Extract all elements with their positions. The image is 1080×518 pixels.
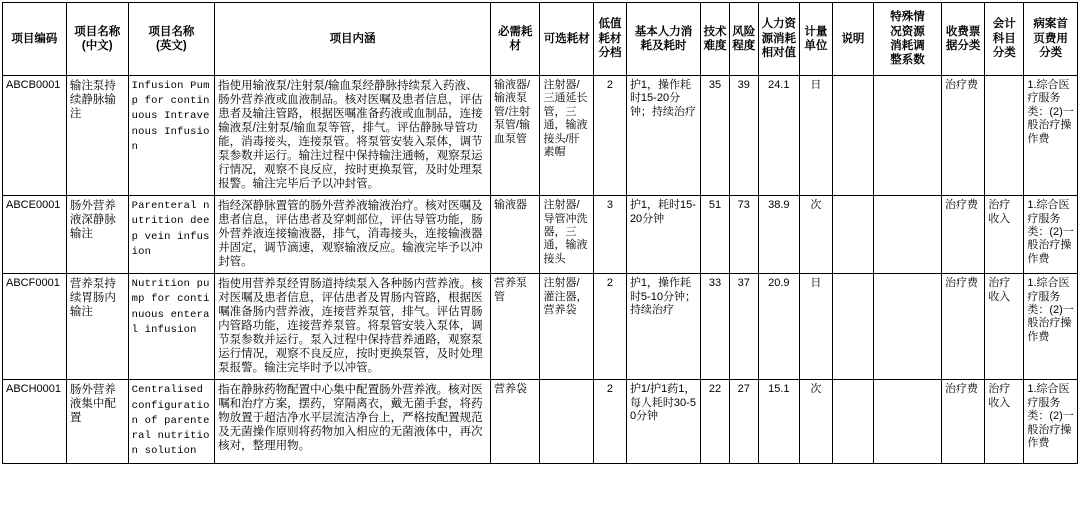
cell-basic-labor: 护1/护1药1，每人耗时30-50分钟 — [626, 380, 700, 464]
header-unit-line2: 单位 — [804, 40, 828, 52]
cell-name-zh: 营养泵持续胃肠内输注 — [66, 274, 128, 380]
cell-code: ABCE0001 — [3, 196, 67, 274]
header-basic-labor-line2: 耗及耗时 — [640, 40, 687, 52]
cell-code: ABCF0001 — [3, 274, 67, 380]
header-basic-labor — [626, 3, 700, 76]
cell-unit: 次 — [799, 196, 832, 274]
header-relative-line1: 人力资 — [761, 18, 797, 31]
table-row — [3, 76, 1078, 196]
cell-must-material: 输液器 — [491, 196, 540, 274]
cell-code: ABCB0001 — [3, 76, 67, 196]
cell-optional-material: 注射器/三通延长管，三通，输液接头/肝素帽 — [540, 76, 594, 196]
cell-name-zh: 肠外营养液深静脉输注 — [66, 196, 128, 274]
cell-name-zh: 肠外营养液集中配置 — [66, 380, 128, 464]
cell-basic-labor: 护1，操作耗时5-10分钟；持续治疗 — [626, 274, 700, 380]
header-basic-labor-line1: 基本人力消 — [634, 25, 693, 38]
header-low-value-line2: 耗材 — [598, 32, 622, 45]
header-tech-difficulty — [701, 3, 730, 76]
header-tech-line1: 技术 — [703, 25, 727, 38]
header-risk-level — [729, 3, 758, 76]
cell-special — [874, 380, 942, 464]
cell-risk: 39 — [729, 76, 758, 196]
header-low-value-line3: 分档 — [598, 47, 622, 60]
medical-service-price-table — [2, 2, 1078, 464]
header-fee-line2: 据分类 — [945, 40, 981, 52]
cell-accounting: 治疗收入 — [985, 196, 1024, 274]
cell-accounting — [985, 76, 1024, 196]
cell-risk: 37 — [729, 274, 758, 380]
cell-special — [874, 76, 942, 196]
cell-low-value: 2 — [594, 274, 627, 380]
header-description — [832, 3, 873, 76]
cell-must-material: 输液器/输液泵管/注射泵管/输血泵管 — [491, 76, 540, 196]
cell-tech: 51 — [701, 196, 730, 274]
header-name-zh-line1: 项目名称 — [74, 25, 121, 38]
cell-unit: 日 — [799, 274, 832, 380]
cell-content: 指在静脉药物配置中心集中配置肠外营养液。核对医嘱和治疗方案，摆药，穿隔离衣，戴无菌手套，将药物放置于超洁净水平层流洁净台上，严格按配置规范及无菌操作原则将药物加入相应的无菌液体中，再次核对，整理用物。 — [215, 380, 491, 464]
header-must-material — [491, 3, 540, 76]
cell-tech: 33 — [701, 274, 730, 380]
cell-unit: 日 — [799, 76, 832, 196]
cell-relative-value: 20.9 — [758, 274, 799, 380]
cell-description — [832, 274, 873, 380]
document-page — [0, 2, 1080, 518]
header-first-line3: 分类 — [1039, 47, 1063, 60]
header-fee-category — [941, 3, 984, 76]
cell-content: 指使用营养泵经胃肠道持续泵入各种肠内营养液。核对医嘱及患者信息，评估患者及胃肠内管路，根据医嘱准备肠内营养液，连接营养泵管，排气。评估胃肠内管路功能，连接营养泵管。将泵管安装入泵体，调节泵参数并运行。泵入过程中保持营养通路，观察泵运行情况，观察不良反应，按时更换泵管，及时处理泵报警。输注完毕时予以冲管。 — [215, 274, 491, 380]
cell-first-page: 1.综合医疗服务类：(2)一般治疗操作费 — [1024, 380, 1078, 464]
header-code-label: 项目编码 — [11, 32, 58, 45]
header-optional-material — [540, 3, 594, 76]
header-relative-line2: 源消耗 — [761, 32, 797, 45]
cell-content: 指经深静脉置管的肠外营养液输液治疗。核对医嘱及患者信息，评估患者及穿刺部位，评估导管功能，肠外营养液连接输液器，排气，消毒接头，连接输液器并固定，调节滴速，观察输液反应。输液完毕予以冲封管。 — [215, 196, 491, 274]
table-row — [3, 196, 1078, 274]
header-special-coefficient — [874, 3, 942, 76]
header-special-line4: 整系数 — [890, 54, 925, 67]
cell-first-page: 1.综合医疗服务类：(2)一般治疗操作费 — [1024, 274, 1078, 380]
header-special-line3: 消耗调 — [890, 40, 925, 52]
header-unit-line1: 计量 — [804, 25, 828, 38]
cell-optional-material: 注射器/导管冲洗器，三通，输液接头 — [540, 196, 594, 274]
header-low-value-grade — [594, 3, 627, 76]
cell-fee: 治疗费 — [941, 76, 984, 196]
header-name-en-line1: 项目名称 — [148, 25, 195, 38]
cell-special — [874, 196, 942, 274]
cell-content: 指使用输液泵/注射泵/输血泵经静脉持续泵入药液、肠外营养液或血液制品。核对医嘱及患者信息，评估患者及输注管路，根据医嘱准备药液或血制品，连接输液泵/注射泵/输血泵等管，排气。评估静脉导管功能，消毒接头，连接泵管。将泵管安装入泵体，调节泵参数并运行。输注过程中保持输注通畅，观察泵运行情况，观察不良反应，按时更换泵管，及时处理泵报警。输注完毕后予以冲封管。 — [215, 76, 491, 196]
cell-description — [832, 380, 873, 464]
header-name-zh-line2: (中文) — [81, 40, 113, 52]
cell-relative-value: 38.9 — [758, 196, 799, 274]
header-relative-line3: 相对值 — [761, 47, 797, 60]
cell-accounting: 治疗收入 — [985, 380, 1024, 464]
header-unit — [799, 3, 832, 76]
cell-risk: 27 — [729, 380, 758, 464]
header-name-en-line2: (英文) — [156, 40, 187, 52]
header-acct-line2: 科目 — [992, 32, 1016, 45]
cell-name-en: Nutrition pump for continuous enteral infusion — [128, 274, 214, 380]
cell-special — [874, 274, 942, 380]
header-special-line2: 况资源 — [890, 25, 925, 38]
header-relative-value — [758, 3, 799, 76]
cell-must-material: 营养袋 — [491, 380, 540, 464]
cell-relative-value: 24.1 — [758, 76, 799, 196]
header-low-value-line1: 低值 — [598, 18, 622, 31]
header-acct-line3: 分类 — [992, 47, 1016, 60]
header-name-en — [128, 3, 214, 76]
header-acct-line1: 会计 — [992, 18, 1016, 31]
cell-optional-material — [540, 380, 594, 464]
cell-unit: 次 — [799, 380, 832, 464]
cell-risk: 73 — [729, 196, 758, 274]
cell-relative-value: 15.1 — [758, 380, 799, 464]
header-content — [215, 3, 491, 76]
cell-first-page: 1.综合医疗服务类：(2)一般治疗操作费 — [1024, 196, 1078, 274]
cell-low-value: 2 — [594, 380, 627, 464]
header-risk-line1: 风险 — [732, 25, 756, 38]
cell-description — [832, 76, 873, 196]
header-risk-line2: 程度 — [732, 40, 756, 52]
cell-first-page: 1.综合医疗服务类：(2)一般治疗操作费 — [1024, 76, 1078, 196]
header-special-line1: 特殊情 — [890, 11, 925, 24]
cell-accounting: 治疗收入 — [985, 274, 1024, 380]
cell-basic-labor: 护1，耗时15-20分钟 — [626, 196, 700, 274]
cell-must-material: 营养泵管 — [491, 274, 540, 380]
header-first-page-category — [1024, 3, 1078, 76]
cell-basic-labor: 护1，操作耗时15-20分钟；持续治疗 — [626, 76, 700, 196]
cell-name-en: Centralised configuration of parenteral nutrition solution — [128, 380, 214, 464]
table-row — [3, 380, 1078, 464]
header-accounting-category — [985, 3, 1024, 76]
header-name-zh — [66, 3, 128, 76]
header-description-label: 说明 — [841, 32, 865, 45]
header-content-label: 项目内涵 — [329, 32, 376, 45]
cell-low-value: 3 — [594, 196, 627, 274]
cell-fee: 治疗费 — [941, 196, 984, 274]
cell-optional-material: 注射器/灌注器，营养袋 — [540, 274, 594, 380]
cell-code: ABCH0001 — [3, 380, 67, 464]
cell-tech: 22 — [701, 380, 730, 464]
table-body — [3, 76, 1078, 464]
cell-fee: 治疗费 — [941, 274, 984, 380]
header-fee-line1: 收费票 — [945, 25, 981, 38]
cell-fee: 治疗费 — [941, 380, 984, 464]
cell-name-en: Infusion Pump for continuous Intravenous Infusion — [128, 76, 214, 196]
header-code — [3, 3, 67, 76]
header-tech-line2: 难度 — [703, 40, 727, 52]
table-row — [3, 274, 1078, 380]
cell-description — [832, 196, 873, 274]
header-must-material-label: 必需耗材 — [498, 25, 533, 52]
header-optional-material-label: 可选耗材 — [543, 32, 590, 45]
cell-low-value: 2 — [594, 76, 627, 196]
header-first-line1: 病案首 — [1033, 18, 1068, 31]
header-first-line2: 页费用 — [1033, 32, 1068, 45]
cell-tech: 35 — [701, 76, 730, 196]
cell-name-zh: 输注泵持续静脉输注 — [66, 76, 128, 196]
cell-name-en: Parenteral nutrition deep vein infusion — [128, 196, 214, 274]
table-header-row — [3, 3, 1078, 76]
